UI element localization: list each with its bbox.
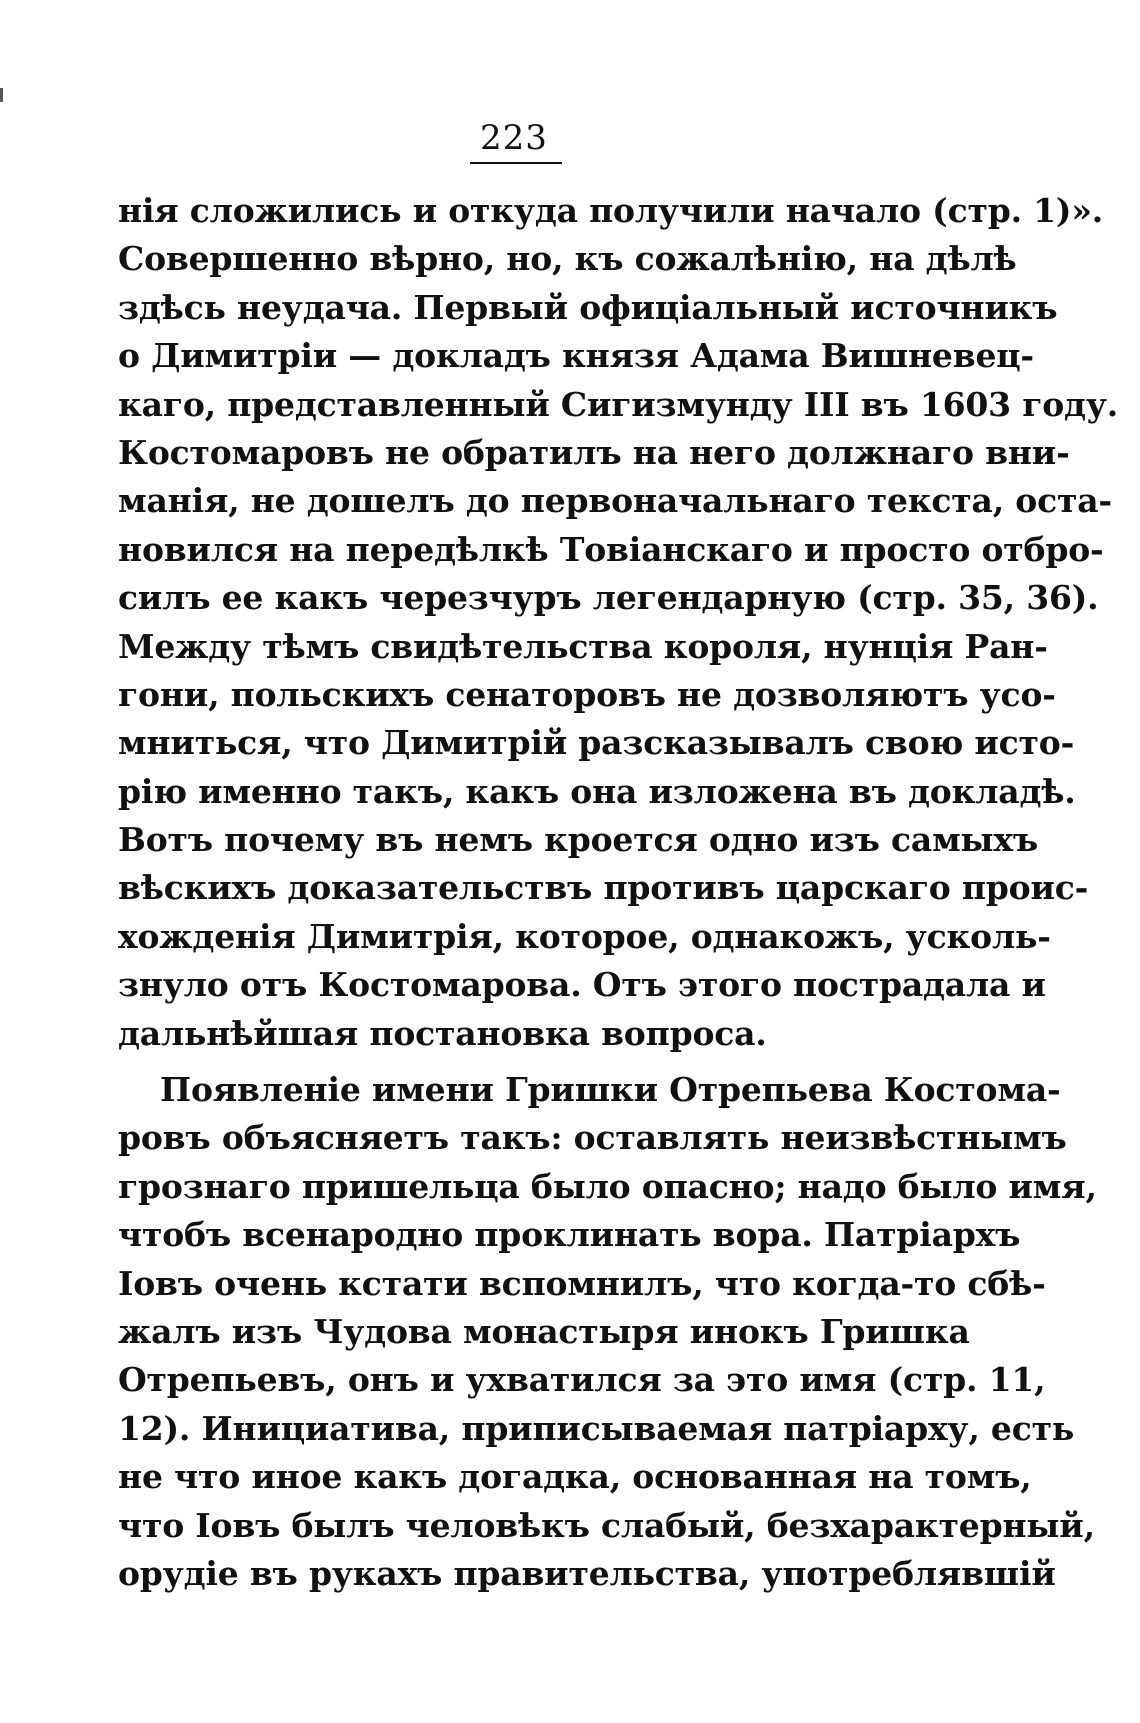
text-line: что Іовъ былъ человѣкъ слабый, безхарактерный, [118, 1505, 1095, 1545]
text-line: гони, польскихъ сенаторовъ не дозволяютъ усо- [118, 674, 1056, 714]
text-line: новился на передѣлкѣ Товіанскаго и просто отбро- [118, 529, 1104, 569]
text-line: ровъ объясняетъ такъ: оставлять неизвѣстнымъ [118, 1118, 1067, 1158]
text-line: о Димитріи — докладъ князя Адама Вишневец- [118, 336, 1034, 376]
text-line: вѣскихъ доказательствъ противъ царскаго проис- [118, 868, 1089, 908]
text-line: Появленіе имени Гришки Отрепьева Костома- [160, 1070, 1061, 1110]
text-line: жалъ изъ Чудова монастыря инокъ Гришка [118, 1311, 970, 1351]
paragraph-gap [118, 1058, 918, 1066]
text-line: грознаго пришельца было опасно; надо было имя, [118, 1166, 1097, 1206]
text-line: не что иное какъ догадка, основанная на томъ, [118, 1457, 1032, 1497]
text-line: рію именно такъ, какъ она изложена въ докладѣ. [118, 771, 1076, 811]
scan-edge-mark [0, 88, 3, 102]
text-line: Совершенно вѣрно, но, къ сожалѣнію, на дѣлѣ [118, 239, 1017, 279]
text-line: мниться, что Димитрій разсказывалъ свою исто- [118, 723, 1075, 763]
text-line: чтобъ всенародно проклинать вора. Патріархъ [118, 1215, 1021, 1255]
text-line: Іовъ очень кстати вспомнилъ, что когда-то сбѣ- [118, 1263, 1046, 1303]
text-line: 12). Инициатива, приписываемая патріарху, есть [118, 1408, 1075, 1448]
text-line: знуло отъ Костомарова. Отъ этого пострадала и [118, 965, 1046, 1005]
text-line: здѣсь неудача. Первый офиціальный источникъ [118, 287, 1058, 327]
text-line: нія сложились и откуда получили начало (стр. 1)». [118, 191, 1104, 230]
page-number-rule [470, 162, 562, 164]
text-line: каго, представленный Сигизмунду III въ 1603 году. [118, 384, 1119, 424]
text-line: Между тѣмъ свидѣтельства короля, нунція Ран- [118, 626, 1048, 666]
text-line: орудіе въ рукахъ правительства, употреблявшій [118, 1553, 1056, 1593]
text-line: хожденія Димитрія, которое, однакожъ, усколь- [118, 916, 1051, 956]
text-line: Костомаровъ не обратилъ на него должнаго вни- [118, 432, 1070, 472]
text-line: манія, не дошелъ до первоначальнаго текста, оста- [118, 481, 1112, 521]
page-number: 223 [480, 118, 548, 158]
text-line: силъ ее какъ черезчуръ легендарную (стр. 35, 36). [118, 578, 1099, 618]
text-line: Отрепьевъ, онъ и ухватился за это имя (стр. 11, [118, 1360, 1046, 1400]
text-line: дальнѣйшая постановка вопроса. [118, 1013, 767, 1053]
body-text [118, 187, 1119, 1598]
text-line: Вотъ почему въ немъ кроется одно изъ самыхъ [118, 820, 1039, 860]
